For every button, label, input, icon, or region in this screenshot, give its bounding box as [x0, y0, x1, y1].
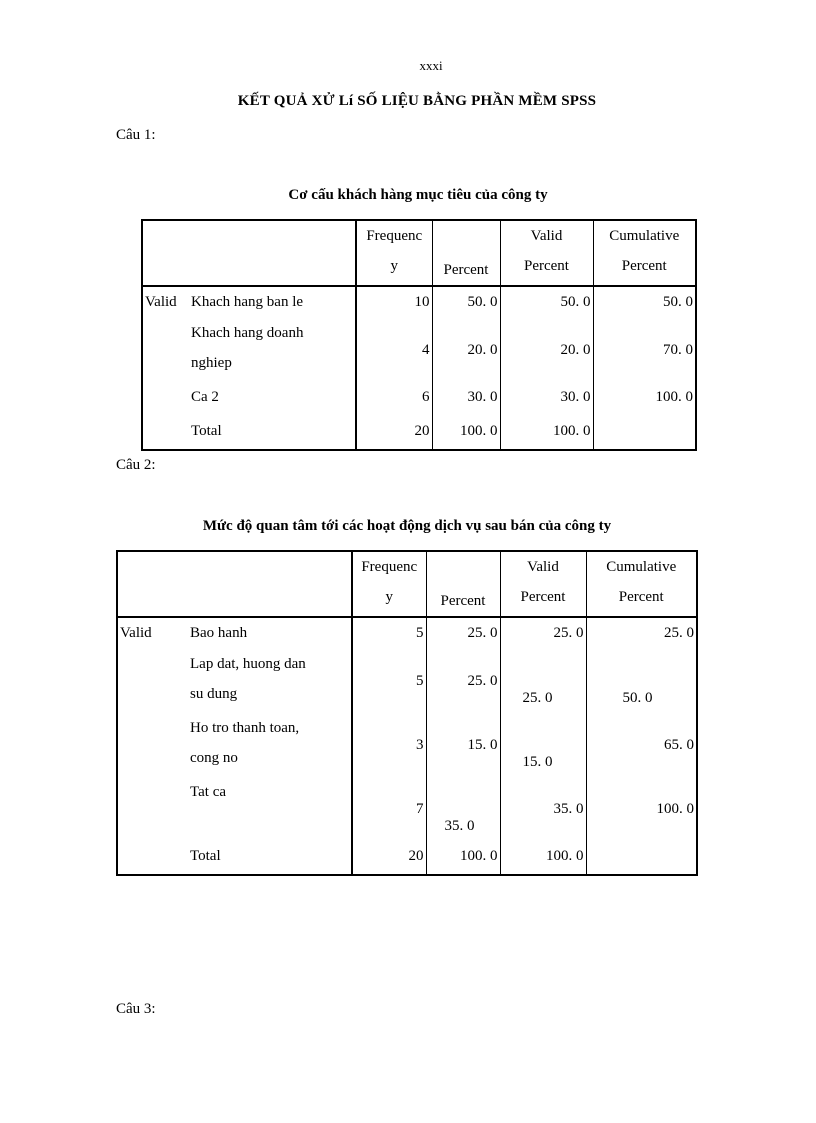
table-row [117, 777, 697, 841]
row-valid-percent: 30. 0 [500, 382, 593, 416]
row-percent: 25. 0 [426, 617, 500, 649]
row-percent: 50. 0 [432, 286, 500, 318]
header-valid-percent: Valid Percent [500, 220, 593, 286]
question-3-label: Câu 3: [116, 1001, 156, 1017]
row-category: Khach hang doanh nghiep [191, 325, 304, 371]
row-cumulative: 100. 0 [656, 801, 694, 817]
row-percent: 100. 0 [432, 416, 500, 450]
row-valid-percent: 20. 0 [500, 318, 593, 382]
row-valid-percent: 100. 0 [500, 416, 593, 450]
table-header-row [117, 551, 697, 617]
row-frequency: 3 [352, 713, 426, 777]
row-category: Khach hang ban le [191, 294, 304, 310]
row-frequency: 10 [356, 286, 432, 318]
table-row [142, 382, 696, 416]
table-row [142, 318, 696, 382]
row-cumulative: 50. 0 [663, 294, 693, 310]
table-row [117, 841, 697, 875]
row-category: Tat ca [190, 784, 227, 800]
row-valid-percent: 35. 0 [500, 777, 586, 841]
frequency-table-2 [116, 550, 698, 876]
frequency-table-1 [141, 219, 697, 451]
row-cumulative: 25. 0 [664, 625, 694, 641]
header-percent: Percent [432, 220, 500, 286]
row-percent: 30. 0 [432, 382, 500, 416]
row-valid-percent: 15. 0 [500, 713, 586, 777]
row-valid-percent: 50. 0 [500, 286, 593, 318]
row-valid-percent: 25. 0 [500, 649, 586, 713]
table-row [117, 649, 697, 713]
row-percent: 25. 0 [426, 649, 500, 713]
row-valid-percent: 100. 0 [500, 841, 586, 875]
header-valid-percent: Valid Percent [500, 551, 586, 617]
row-percent: 15. 0 [426, 713, 500, 777]
row-frequency: 5 [352, 617, 426, 649]
row-category: Total [190, 848, 221, 864]
header-corner-cell [117, 551, 352, 617]
row-valid-percent: 25. 0 [500, 617, 586, 649]
row-percent: 100. 0 [426, 841, 500, 875]
row-category: Ca 2 [191, 389, 219, 405]
table-header-row [142, 220, 696, 286]
table-row [117, 617, 697, 649]
table-2-title: Mức độ quan tâm tới các hoạt động dịch vụ sau bán của công ty [202, 518, 612, 534]
header-cumulative-percent: Cumulative Percent [586, 551, 697, 617]
row-percent: 20. 0 [432, 318, 500, 382]
row-cumulative: 100. 0 [655, 389, 693, 405]
header-percent: Percent [426, 551, 500, 617]
row-category: Ho tro thanh toan, cong no [190, 720, 300, 766]
row-category: Lap dat, huong dan su dung [190, 656, 306, 702]
group-label: Valid [120, 625, 152, 641]
row-cumulative: 70. 0 [663, 342, 693, 358]
header-corner-cell [142, 220, 356, 286]
row-cumulative: 65. 0 [664, 737, 694, 753]
table-row [142, 286, 696, 318]
table-row [142, 416, 696, 450]
row-cumulative [593, 416, 696, 450]
table-1-title: Cơ cấu khách hàng mục tiêu của công ty [288, 187, 548, 203]
page-title: KẾT QUẢ XỬ Lí SỐ LIỆU BẰNG PHẦN MỀM SPSS [237, 93, 597, 109]
row-category: Bao hanh [190, 625, 248, 641]
group-label: Valid [145, 294, 177, 310]
row-frequency: 4 [356, 318, 432, 382]
page-number: xxxi [419, 58, 443, 73]
question-1-label: Câu 1: [116, 127, 156, 143]
table-row [117, 713, 697, 777]
row-cumulative: 50. 0 [622, 690, 653, 706]
row-percent: 35. 0 [426, 777, 500, 841]
row-frequency: 6 [356, 382, 432, 416]
header-frequency: Frequenc y [352, 551, 426, 617]
row-category: Total [191, 423, 222, 439]
row-frequency: 5 [352, 649, 426, 713]
row-frequency: 20 [356, 416, 432, 450]
row-cumulative [586, 841, 697, 875]
row-frequency: 7 [352, 777, 426, 841]
question-2-label: Câu 2: [116, 457, 156, 473]
row-frequency: 20 [352, 841, 426, 875]
header-frequency: Frequenc y [356, 220, 432, 286]
header-cumulative-percent: Cumulative Percent [593, 220, 696, 286]
